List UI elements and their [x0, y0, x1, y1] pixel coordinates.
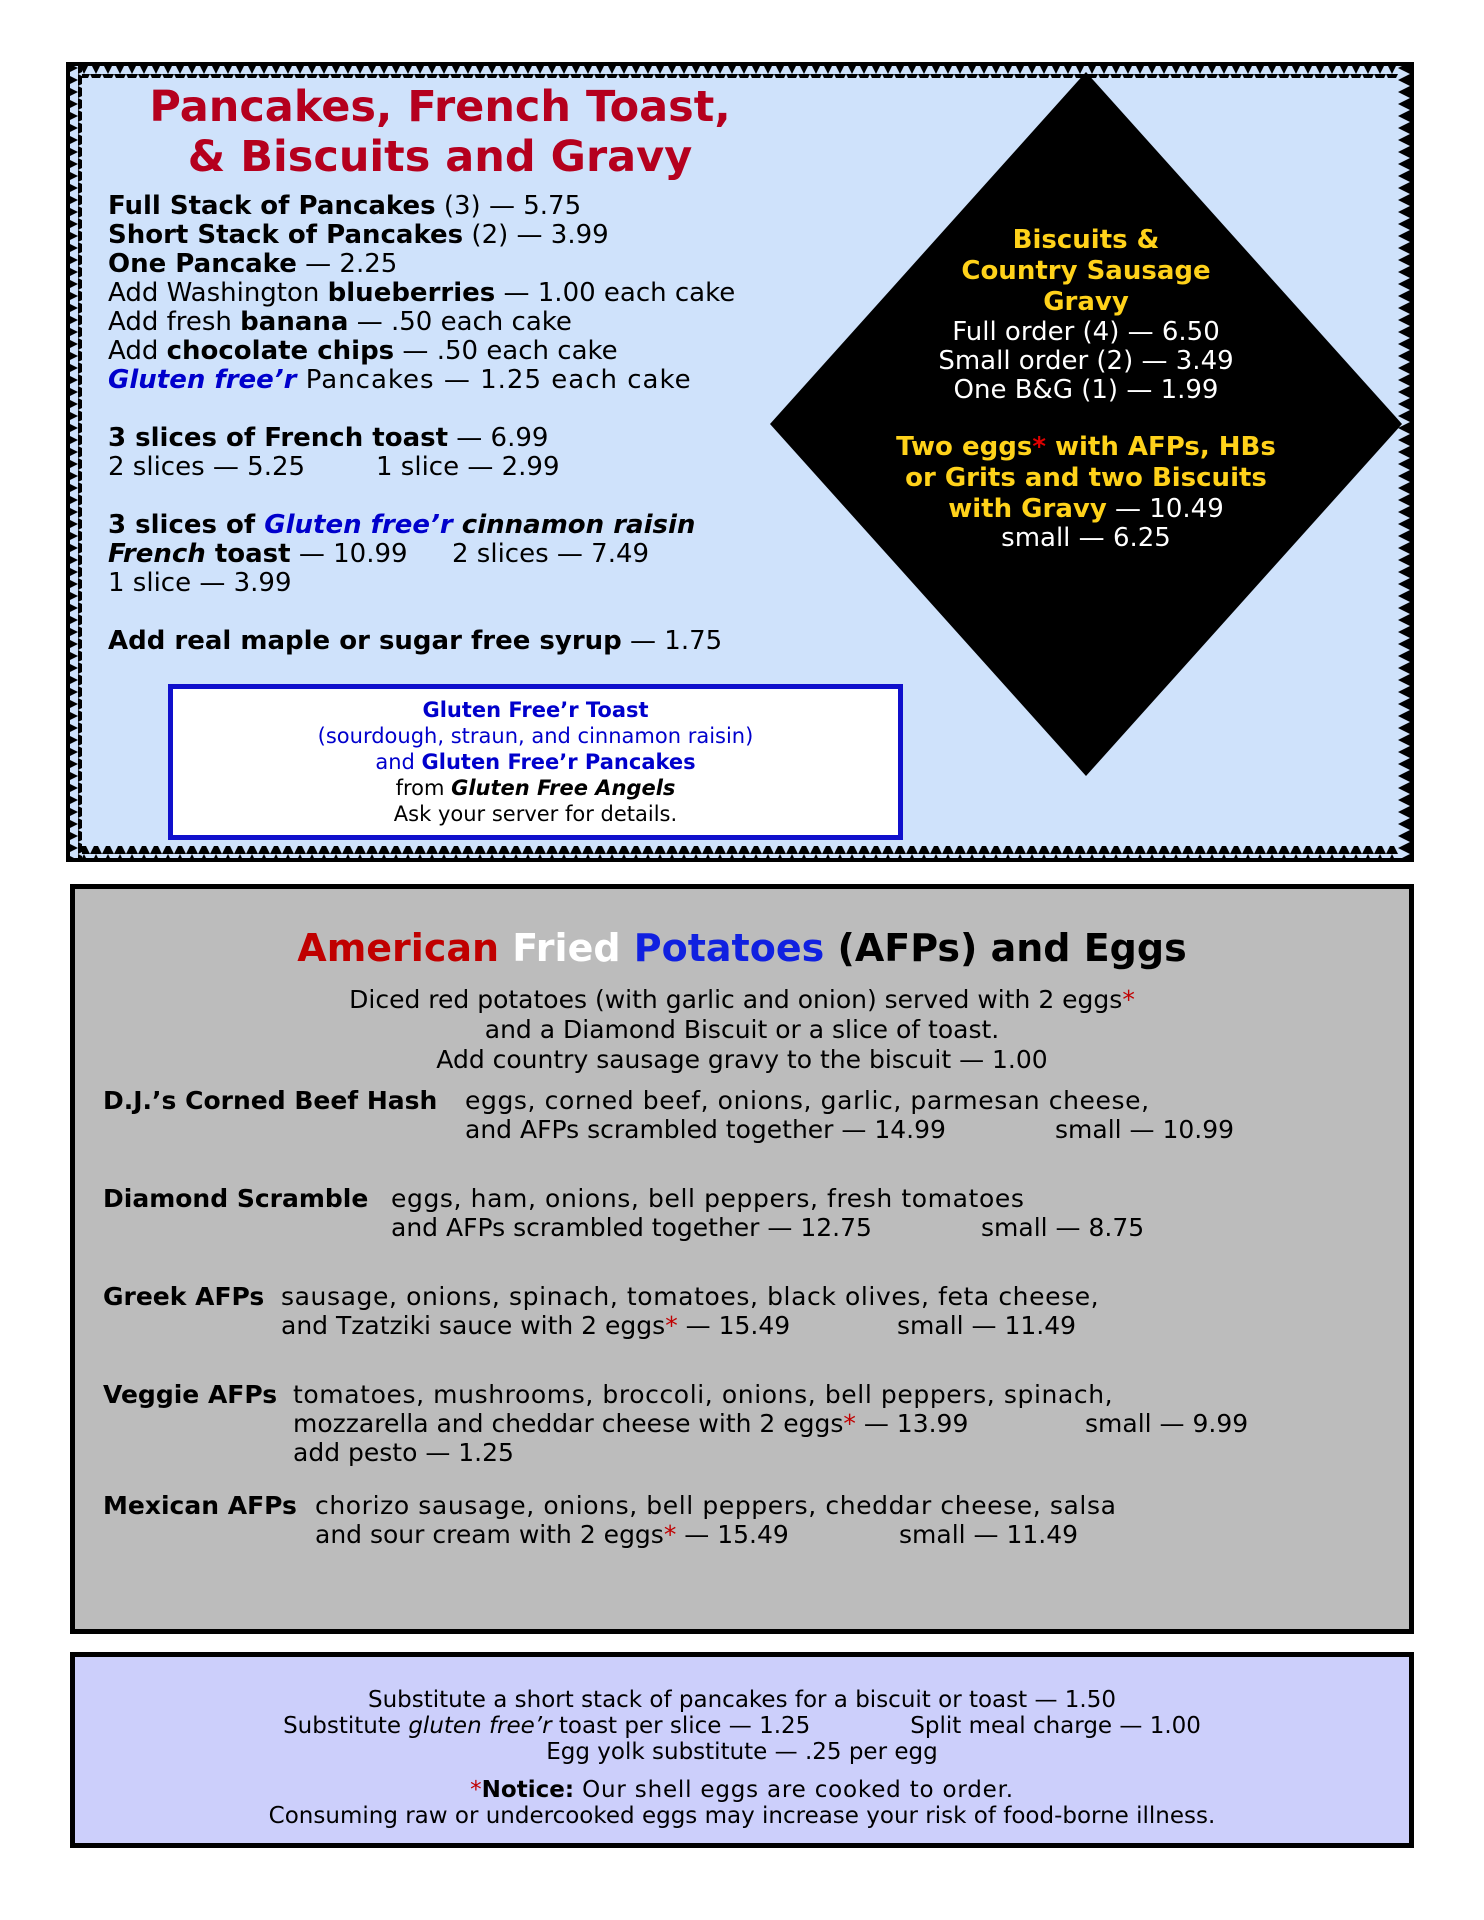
- item-small-price: small — 11.49: [899, 1520, 1079, 1549]
- addon-name: chocolate chips: [166, 336, 395, 366]
- title-potatoes: Potatoes: [633, 926, 825, 970]
- eggs-label: Two eggs: [896, 432, 1033, 462]
- item-desc: sausage, onions, spinach, tomatoes, black olives, feta cheese,: [281, 1282, 1100, 1311]
- notice-star: *: [1032, 432, 1046, 462]
- title-line-2: & Biscuits and Gravy: [187, 132, 693, 182]
- gluten-free-label: Gluten free’r: [108, 365, 297, 395]
- title-rest: (AFPs) and Eggs: [824, 926, 1187, 970]
- blueberries-addon: [108, 279, 735, 308]
- notice-star: *: [1122, 985, 1135, 1014]
- item-price: (3) — 5.75: [435, 191, 582, 221]
- item-small-price: small — 9.99: [1085, 1409, 1249, 1438]
- gluten-free-info-box: [168, 684, 903, 840]
- item-name: cinnamon raisin: [452, 510, 696, 540]
- diamond-shape: [770, 72, 1402, 776]
- item-desc-text: and sour cream with 2 eggs: [315, 1520, 664, 1549]
- banana-addon: [108, 308, 572, 337]
- intro-line2: and a Diamond Biscuit or a slice of toast.: [484, 1015, 1000, 1044]
- item-price: 2 slices — 7.49: [452, 539, 650, 569]
- item-desc-text: mozzarella and cheddar cheese with 2 eggs: [293, 1409, 844, 1438]
- item-desc: [293, 1409, 968, 1438]
- eggs-combo-line1: [770, 432, 1402, 462]
- addon-prefix: Add Washington: [108, 278, 328, 308]
- gf-box-text: from: [395, 776, 452, 800]
- item-desc: chorizo sausage, onions, bell peppers, cheddar cheese, salsa: [315, 1491, 1117, 1520]
- intro-line1: [75, 985, 1409, 1015]
- item-price: — 15.49: [676, 1520, 789, 1549]
- item-name: Greek AFPs: [103, 1282, 265, 1311]
- gf-french-toast-2-slices: [452, 540, 649, 569]
- item-price: — 13.99: [855, 1409, 969, 1438]
- biscuits-gravy-diamond: [770, 72, 1402, 776]
- bg-one-order: One B&G (1) — 1.99: [953, 375, 1219, 405]
- sub-line3: Egg yolk substitute — .25 per egg: [546, 1739, 938, 1765]
- french-toast-1-item: [376, 453, 560, 482]
- item-name: Diamond Scramble: [103, 1184, 369, 1213]
- item-name: Short Stack of Pancakes: [108, 220, 464, 250]
- notice-star: *: [843, 1409, 856, 1438]
- gf-french-toast-1-slice: [108, 569, 292, 598]
- sub-line1: Substitute a short stack of pancakes for a biscuit or toast — 1.50: [368, 1687, 1116, 1713]
- warning-line: Consuming raw or undercooked eggs may increase your risk of food-borne illness.: [268, 1803, 1216, 1829]
- sub-text: toast per slice — 1.25: [551, 1713, 811, 1739]
- afps-title: [75, 925, 1409, 971]
- notice-star: *: [470, 1777, 482, 1803]
- gf-french-toast-item: [108, 511, 695, 540]
- item-desc: eggs, corned beef, onions, garlic, parmesan cheese,: [465, 1086, 1150, 1115]
- item-price: — 2.25: [296, 249, 398, 279]
- gf-box-line5: Ask your server for details.: [393, 802, 678, 826]
- addon-prefix: Add fresh: [108, 307, 241, 337]
- gf-box-text: Gluten Free Angels: [451, 776, 676, 800]
- intro-line3: Add country sausage gravy to the biscuit — 1.00: [436, 1045, 1048, 1074]
- item-addon: add pesto — 1.25: [293, 1438, 514, 1467]
- item-desc: [315, 1520, 789, 1549]
- pancakes-title: [125, 82, 755, 182]
- eggs-combo-line3: [770, 494, 1402, 524]
- item-desc: [281, 1311, 790, 1340]
- eggs-label: with Gravy: [948, 494, 1107, 524]
- item-name: Veggie AFPs: [103, 1380, 278, 1409]
- addon-price: — .50 each cake: [394, 336, 618, 366]
- addon-price: — .50 each cake: [348, 307, 572, 337]
- gf-box-line2: (sourdough, straun, and cinnamon raisin): [317, 724, 754, 748]
- item-name: French: [108, 539, 206, 569]
- one-pancake-item: [108, 250, 397, 279]
- intro-text: Diced red potatoes (with garlic and onion) served with 2 eggs: [349, 985, 1123, 1014]
- gf-box-line1: Gluten Free’r Toast: [422, 698, 649, 722]
- addon-name: Add real maple or sugar free syrup: [108, 626, 622, 656]
- gf-box-line3: [173, 749, 898, 775]
- item-price: 1 slice — 3.99: [108, 568, 292, 598]
- eggs-combo-small: small — 6.25: [1001, 523, 1171, 553]
- addon-name: blueberries: [327, 278, 496, 308]
- item-name: Full Stack of Pancakes: [108, 191, 436, 221]
- gf-box-text: Gluten Free’r Pancakes: [421, 750, 696, 774]
- addon-price: — 1.00 each cake: [495, 278, 736, 308]
- item-name: 3 slices of French toast: [108, 423, 449, 453]
- full-stack-item: [108, 192, 581, 221]
- title-american: American: [297, 926, 500, 970]
- item-desc: eggs, ham, onions, bell peppers, fresh tomatoes: [391, 1184, 1025, 1213]
- notice-star: *: [665, 1311, 678, 1340]
- afps-intro: [75, 985, 1409, 1075]
- item-desc: and AFPs scrambled together — 12.75: [391, 1213, 872, 1242]
- gf-box-line4: [173, 775, 898, 801]
- addon-price: — 1.75: [621, 626, 723, 656]
- item-desc-text: and Tzatziki sauce with 2 eggs: [281, 1311, 666, 1340]
- addon-prefix: Add: [108, 336, 167, 366]
- item-name: D.J.’s Corned Beef Hash: [103, 1086, 438, 1115]
- notice-text: Our shell eggs are cooked to order.: [574, 1777, 1014, 1803]
- item-small-price: small — 11.49: [897, 1311, 1077, 1340]
- bg-title-1: Biscuits &: [1012, 225, 1160, 255]
- item-name: One Pancake: [108, 249, 297, 279]
- item-price: 1 slice — 2.99: [376, 452, 560, 482]
- item-price: 2 slices — 5.25: [108, 452, 306, 482]
- sub-text: Substitute: [283, 1713, 409, 1739]
- french-toast-2-item: [108, 453, 305, 482]
- notice-line: [75, 1777, 1409, 1803]
- eggs-label: with AFPs, HBs: [1045, 432, 1276, 462]
- eggs-price: — 10.49: [1106, 494, 1224, 524]
- sub-text: gluten free’r: [408, 1713, 552, 1739]
- item-prefix: 3 slices of: [108, 510, 265, 540]
- substitutions-notice: [70, 1652, 1414, 1848]
- short-stack-item: [108, 221, 609, 250]
- item-name: Mexican AFPs: [103, 1491, 297, 1520]
- item-price: — 15.49: [677, 1311, 791, 1340]
- title-fried: Fried: [512, 926, 621, 970]
- item-desc: and AFPs scrambled together — 14.99: [465, 1115, 946, 1144]
- notice-label: Notice:: [481, 1777, 575, 1803]
- gf-box-text: and: [375, 750, 422, 774]
- item-price: (2) — 3.99: [463, 220, 609, 250]
- title-line-1: Pancakes, French Toast,: [149, 82, 731, 132]
- gluten-free-label: Gluten free’r: [264, 510, 453, 540]
- bg-title-2: Country Sausage: [961, 256, 1211, 286]
- chocolate-chips-addon: [108, 337, 618, 366]
- item-price: — 6.99: [448, 423, 549, 453]
- item-small-price: small — 8.75: [981, 1213, 1145, 1242]
- item-price: — 10.99: [290, 539, 408, 569]
- syrup-addon: [108, 627, 722, 656]
- gf-french-toast-line2: [108, 540, 408, 569]
- french-toast-3-item: [108, 424, 548, 453]
- bg-title-3: Gravy: [1043, 287, 1129, 317]
- notice-star: *: [663, 1520, 677, 1549]
- gluten-free-pancakes-item: [108, 366, 692, 395]
- sub-line2: [75, 1713, 1409, 1739]
- split-meal-charge: Split meal charge — 1.00: [910, 1713, 1201, 1739]
- bg-full-order: Full order (4) — 6.50: [952, 317, 1220, 347]
- eggs-combo-line2: or Grits and two Biscuits: [905, 463, 1267, 493]
- item-price: Pancakes — 1.25 each cake: [296, 365, 692, 395]
- bg-small-order: Small order (2) — 3.49: [938, 346, 1234, 376]
- afps-section: [70, 884, 1414, 1634]
- item-desc: tomatoes, mushrooms, broccoli, onions, bell peppers, spinach,: [293, 1380, 1114, 1409]
- item-name: toast: [205, 539, 291, 569]
- addon-name: banana: [240, 307, 349, 337]
- item-small-price: small — 10.99: [1055, 1115, 1235, 1144]
